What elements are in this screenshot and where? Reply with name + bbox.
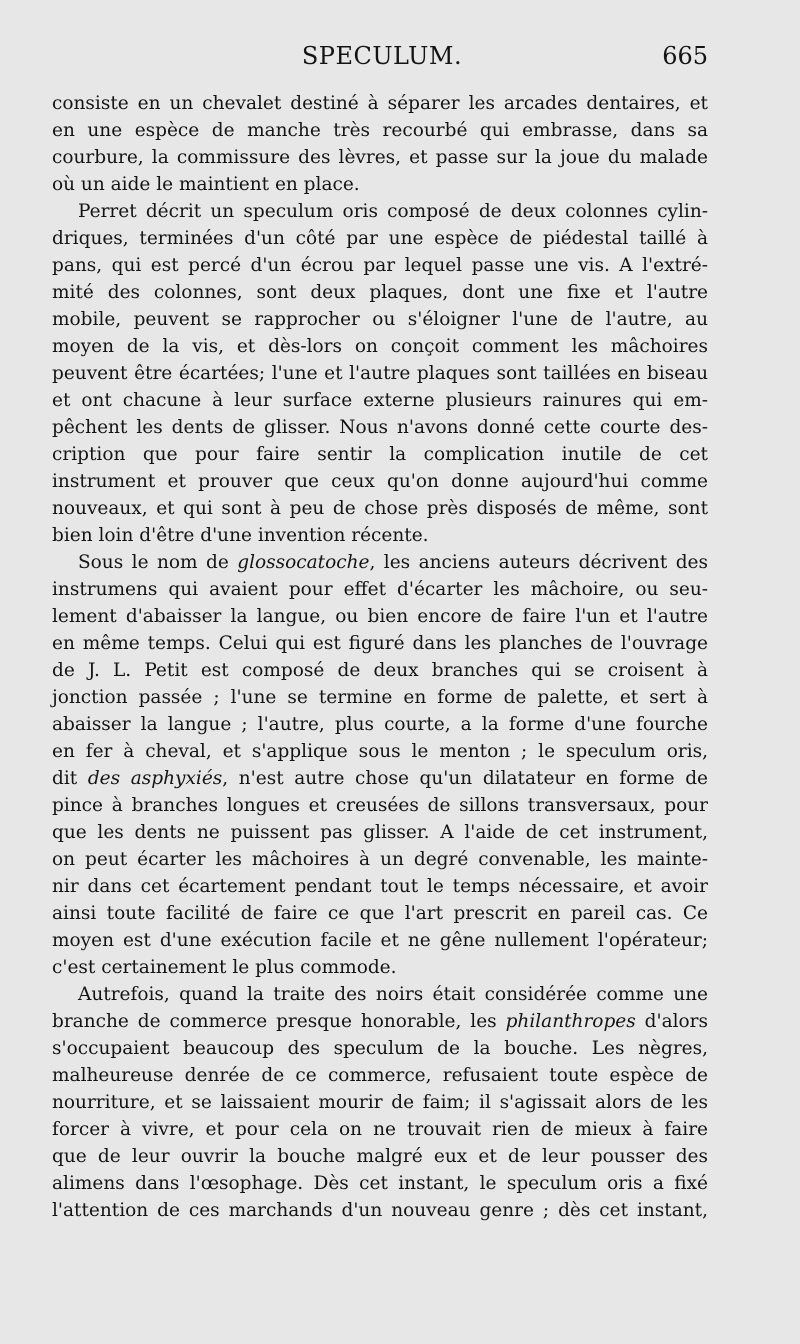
text-line: ainsi toute facilité de faire ce que l'art prescrit en pareil cas. Ce xyxy=(52,903,708,924)
text-line: nourriture, et se laissaient mourir de faim; il s'agissait alors de les xyxy=(52,1092,708,1113)
text-line: consiste en un chevalet destiné à séparer les arcades dentaires, et xyxy=(52,93,708,114)
text-line: moyen est d'une exécution facile et ne gêne nullement l'opérateur; xyxy=(52,930,708,951)
text-line: nouveaux, et qui sont à peu de chose près disposés de même, sont xyxy=(52,498,708,519)
text-line: peuvent être écartées; l'une et l'autre plaques sont taillées en biseau xyxy=(52,363,708,384)
text-line: pince à branches longues et creusées de sillons transversaux, pour xyxy=(52,795,708,816)
page-header xyxy=(56,42,708,78)
italic-term: glossocatoche xyxy=(237,552,370,573)
text-line: nir dans cet écartement pendant tout le temps nécessaire, et avoir xyxy=(52,876,708,897)
text-line: instrument et prouver que ceux qu'on donne aujourd'hui comme xyxy=(52,471,708,492)
text-line: lement d'abaisser la langue, ou bien encore de faire l'un et l'autre xyxy=(52,606,708,627)
page-number: 665 xyxy=(662,42,708,70)
running-title: SPECULUM. xyxy=(301,42,463,70)
text-line: que de leur ouvrir la bouche malgré eux et de leur pousser des xyxy=(52,1146,708,1167)
text-line: courbure, la commissure des lèvres, et passe sur la joue du malade xyxy=(52,147,708,168)
text-line: de J. L. Petit est composé de deux branches qui se croisent à xyxy=(52,660,708,681)
text-line: forcer à vivre, et pour cela on ne trouvait rien de mieux à faire xyxy=(52,1119,708,1140)
text-line: instrumens qui avaient pour effet d'écarter les mâchoire, ou seu- xyxy=(52,579,708,600)
text-run: d'alors xyxy=(635,1011,708,1032)
text-line: l'attention de ces marchands d'un nouveau genre ; dès cet instant, xyxy=(52,1200,708,1221)
text-line xyxy=(52,1008,708,1035)
text-line: malheureuse denrée de ce commerce, refusaient toute espèce de xyxy=(52,1065,708,1086)
text-line: on peut écarter les mâchoires à un degré convenable, les mainte- xyxy=(52,849,708,870)
italic-term: des asphyxiés xyxy=(87,768,223,789)
text-line: moyen de la vis, et dès-lors on conçoit comment les mâchoires xyxy=(52,336,708,357)
text-line: pêchent les dents de glisser. Nous n'avons donné cette courte des- xyxy=(52,417,708,438)
text-run: Sous le nom de xyxy=(78,552,238,573)
text-run: , les anciens auteurs décrivent des xyxy=(369,552,708,573)
text-line: driques, terminées d'un côté par une espèce de piédestal taillé à xyxy=(52,228,708,249)
text-line: en fer à cheval, et s'applique sous le menton ; le speculum oris, xyxy=(52,741,708,762)
body-text xyxy=(52,90,708,1224)
text-line: que les dents ne puissent pas glisser. A l'aide de cet instrument, xyxy=(52,822,708,843)
text-line: où un aide le maintient en place. xyxy=(52,174,360,195)
text-run: dit xyxy=(52,768,88,789)
italic-term: philanthropes xyxy=(505,1011,636,1032)
text-line: mité des colonnes, sont deux plaques, dont une fixe et l'autre xyxy=(52,282,708,303)
text-line: cription que pour faire sentir la complication inutile de cet xyxy=(52,444,708,465)
text-line: pans, qui est percé d'un écrou par lequel passe une vis. A l'extré- xyxy=(52,255,708,276)
text-line: Perret décrit un speculum oris composé de deux colonnes cylin- xyxy=(78,201,708,222)
text-line: abaisser la langue ; l'autre, plus courte, a la forme d'une fourche xyxy=(52,714,708,735)
text-line xyxy=(52,765,708,792)
text-line xyxy=(52,549,708,576)
text-line: c'est certainement le plus commode. xyxy=(52,957,397,978)
text-line: bien loin d'être d'une invention récente. xyxy=(52,525,429,546)
text-line: s'occupaient beaucoup des speculum de la bouche. Les nègres, xyxy=(52,1038,708,1059)
text-line: mobile, peuvent se rapprocher ou s'éloigner l'une de l'autre, au xyxy=(52,309,708,330)
text-line: jonction passée ; l'une se termine en forme de palette, et sert à xyxy=(52,687,708,708)
text-line: en même temps. Celui qui est figuré dans les planches de l'ouvrage xyxy=(52,633,708,654)
text-line: en une espèce de manche très recourbé qui embrasse, dans sa xyxy=(52,120,708,141)
text-line: Autrefois, quand la traite des noirs était considérée comme une xyxy=(78,984,708,1005)
text-run: , n'est autre chose qu'un dilatateur en forme de xyxy=(222,768,708,789)
text-run: branche de commerce presque honorable, les xyxy=(52,1011,506,1032)
text-line: alimens dans l'œsophage. Dès cet instant, le speculum oris a fixé xyxy=(52,1173,708,1194)
text-line: et ont chacune à leur surface externe plusieurs rainures qui em- xyxy=(52,390,708,411)
